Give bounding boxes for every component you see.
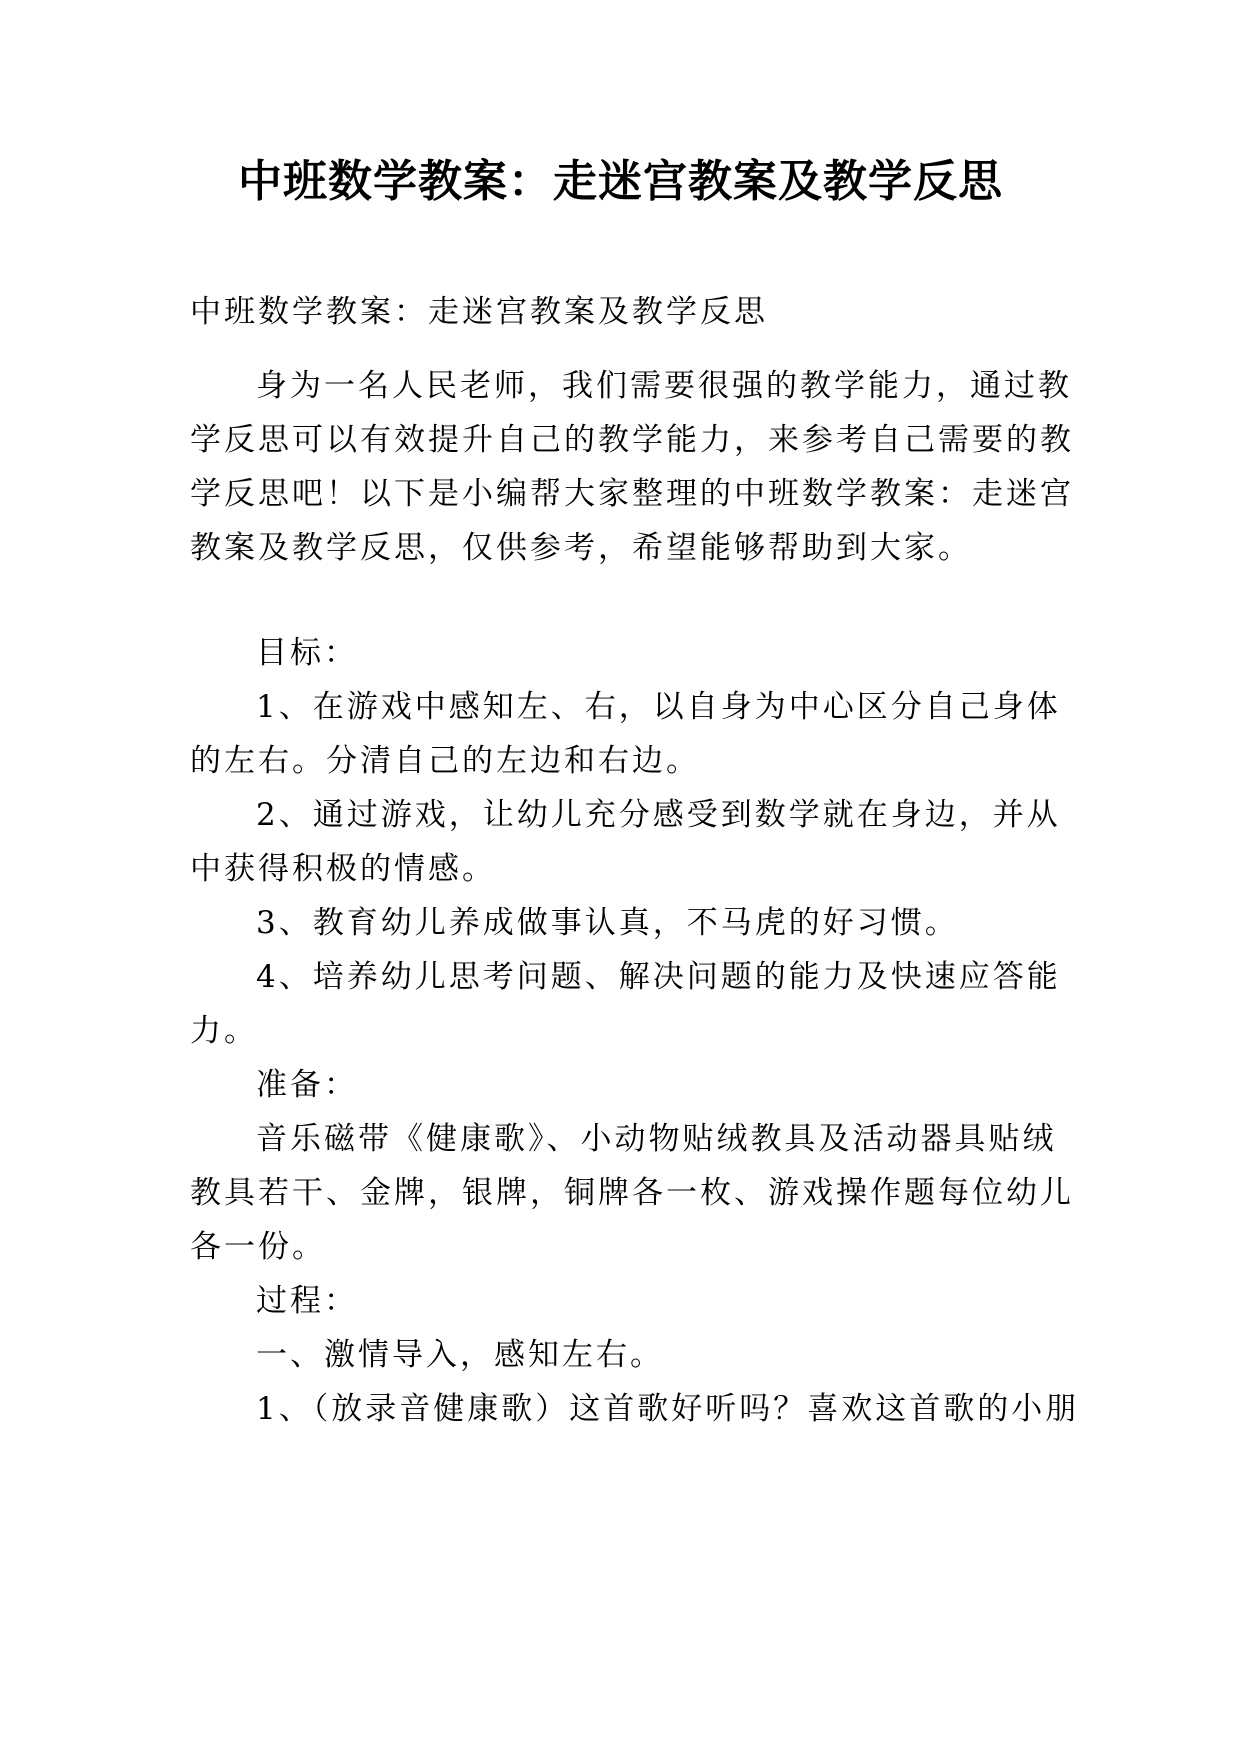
paragraph-line: 身为一名人民老师，我们需要很强的教学能力，通过教 (256, 368, 1072, 404)
paragraph-line: 中获得积极的情感。 (190, 851, 496, 887)
section-heading-preparation: 准备： (256, 1067, 358, 1103)
section-heading-goals: 目标： (256, 635, 358, 671)
paragraph-line: 1、（放录音健康歌）这首歌好听吗？喜欢这首歌的小朋 (256, 1391, 1080, 1427)
paragraph-line: 的左右。分清自己的左边和右边。 (190, 743, 700, 779)
document-title: 中班数学教案：走迷宫教案及教学反思 (238, 156, 1003, 207)
paragraph-line: 一、激情导入，感知左右。 (256, 1337, 664, 1373)
paragraph-line: 教具若干、金牌，银牌，铜牌各一枚、游戏操作题每位幼儿 (190, 1175, 1074, 1211)
paragraph-line: 学反思吧！以下是小编帮大家整理的中班数学教案：走迷宫 (190, 476, 1074, 512)
section-heading-process: 过程： (256, 1283, 358, 1319)
paragraph-line: 各一份。 (190, 1229, 326, 1265)
paragraph-line: 1、在游戏中感知左、右，以自身为中心区分自己身体 (256, 689, 1061, 725)
document-subtitle: 中班数学教案：走迷宫教案及教学反思 (190, 294, 768, 330)
paragraph-line: 音乐磁带《健康歌》、小动物贴绒教具及活动器具贴绒 (256, 1121, 1057, 1157)
paragraph-line: 4、培养幼儿思考问题、解决问题的能力及快速应答能 (256, 959, 1061, 995)
paragraph-line: 教案及教学反思，仅供参考，希望能够帮助到大家。 (190, 530, 972, 566)
paragraph-line: 学反思可以有效提升自己的教学能力，来参考自己需要的教 (190, 422, 1074, 458)
paragraph-line: 力。 (190, 1013, 258, 1049)
paragraph-line: 2、通过游戏，让幼儿充分感受到数学就在身边，并从 (256, 797, 1061, 833)
paragraph-line: 3、教育幼儿养成做事认真，不马虎的好习惯。 (256, 905, 959, 941)
